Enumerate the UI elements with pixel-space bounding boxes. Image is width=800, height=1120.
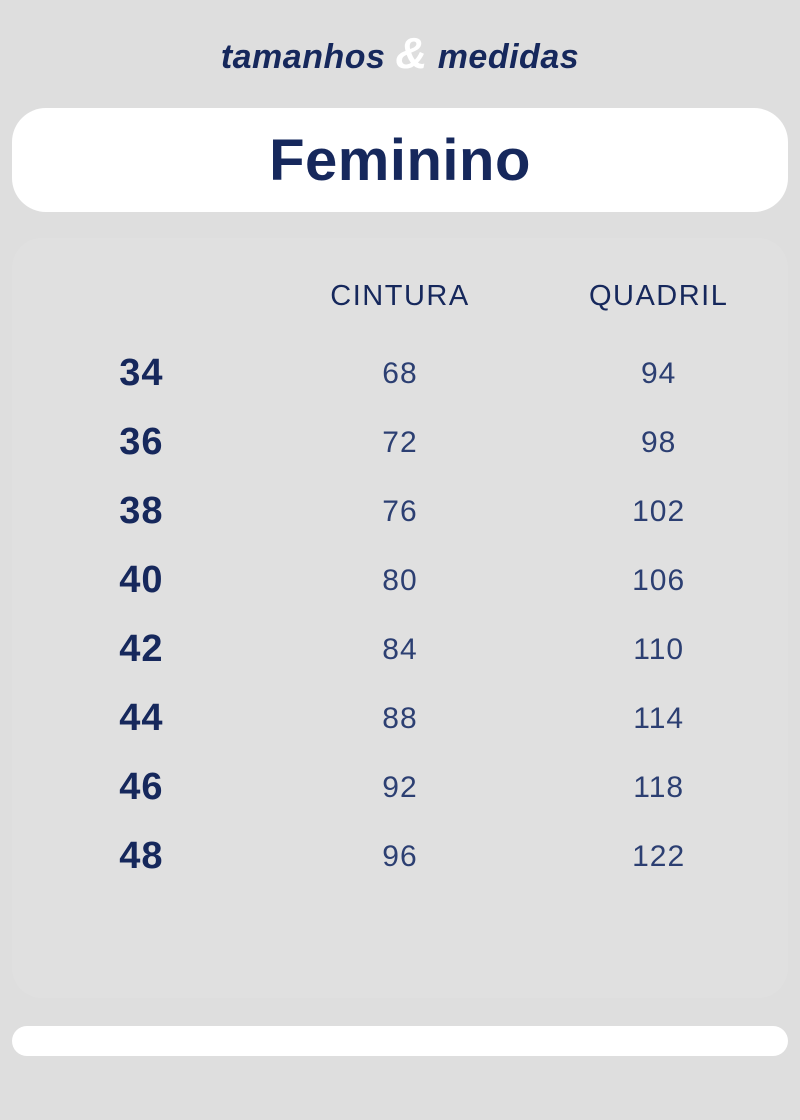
table-row bbox=[12, 684, 788, 753]
column-header-size bbox=[12, 266, 271, 339]
column-header-waist: CINTURA bbox=[330, 280, 470, 312]
cell-size: 44 bbox=[119, 697, 164, 739]
table-row bbox=[12, 546, 788, 615]
column-header-hip: QUADRIL bbox=[588, 280, 729, 312]
page-header bbox=[0, 0, 800, 108]
cell-waist: 96 bbox=[382, 839, 418, 873]
table-row bbox=[12, 615, 788, 684]
cell-waist: 68 bbox=[382, 356, 418, 390]
table-row bbox=[12, 753, 788, 822]
cell-waist: 92 bbox=[382, 770, 418, 804]
cell-waist: 88 bbox=[382, 701, 418, 735]
size-table-head bbox=[12, 266, 788, 339]
cell-hip: 102 bbox=[632, 494, 686, 528]
page-title: Feminino bbox=[269, 127, 531, 193]
cell-hip: 122 bbox=[632, 839, 686, 873]
size-table-card bbox=[12, 238, 788, 998]
table-row bbox=[12, 408, 788, 477]
header-ampersand: & bbox=[395, 28, 428, 78]
table-row bbox=[12, 339, 788, 408]
cell-hip: 98 bbox=[640, 425, 677, 459]
cell-waist: 80 bbox=[382, 563, 418, 597]
cell-hip: 110 bbox=[633, 632, 685, 666]
cell-size: 48 bbox=[119, 835, 164, 877]
size-table-body bbox=[12, 339, 788, 891]
table-row bbox=[12, 477, 788, 546]
size-table bbox=[12, 266, 788, 891]
cell-size: 36 bbox=[119, 421, 164, 463]
cell-hip: 106 bbox=[632, 563, 686, 597]
header-word-measures: medidas bbox=[437, 37, 580, 76]
cell-hip: 114 bbox=[633, 701, 685, 735]
cell-hip: 94 bbox=[640, 356, 677, 390]
header-word-sizes: tamanhos bbox=[220, 37, 386, 76]
cell-waist: 84 bbox=[382, 632, 418, 666]
title-card bbox=[12, 108, 788, 212]
cell-size: 38 bbox=[119, 490, 164, 532]
table-row bbox=[12, 822, 788, 891]
cell-hip: 118 bbox=[633, 770, 685, 804]
bottom-divider bbox=[12, 1026, 788, 1056]
bottom-filler bbox=[0, 1058, 800, 1120]
cell-size: 34 bbox=[119, 352, 164, 394]
cell-waist: 76 bbox=[382, 494, 418, 528]
cell-size: 42 bbox=[119, 628, 164, 670]
cell-size: 46 bbox=[119, 766, 164, 808]
cell-waist: 72 bbox=[382, 425, 418, 459]
table-header-row bbox=[12, 266, 788, 339]
page-header-inner bbox=[220, 28, 580, 78]
cell-size: 40 bbox=[119, 559, 164, 601]
